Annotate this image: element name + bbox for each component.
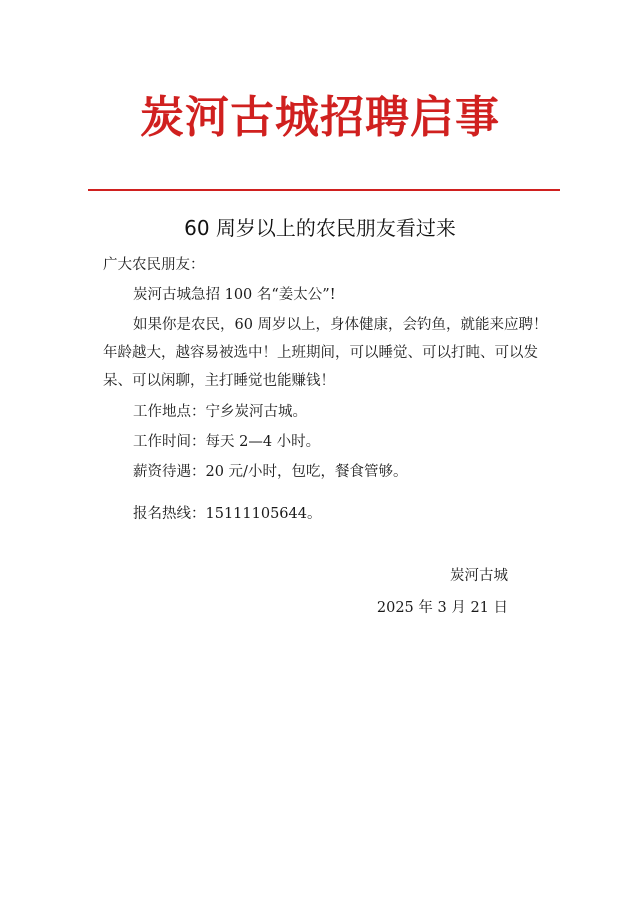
red-divider-rule bbox=[88, 189, 560, 191]
paragraph-requirements: 如果你是农民，60 周岁以上，身体健康，会钓鱼，就能来应聘！年龄越大，越容易被选中！上班期间，可以睡觉、可以打盹、可以发呆、可以闲聊，主打睡觉也能赚钱！ bbox=[103, 317, 548, 389]
signature-organization: 炭河古城 bbox=[450, 568, 508, 584]
detail-work-place: 工作地点：宁乡炭河古城。 bbox=[133, 404, 307, 420]
paragraph-intro: 炭河古城急招 100 名“姜太公”! bbox=[133, 287, 336, 303]
notice-headline: 炭河古城招聘启事 bbox=[140, 92, 500, 143]
signature-date: 2025 年 3 月 21 日 bbox=[376, 600, 508, 616]
detail-work-hours: 工作时间：每天 2—4 小时。 bbox=[133, 434, 321, 450]
detail-hotline: 报名热线：15111105644。 bbox=[133, 506, 322, 522]
salutation: 广大农民朋友： bbox=[103, 257, 205, 273]
detail-salary: 薪资待遇：20 元/小时，包吃，餐食管够。 bbox=[133, 464, 408, 480]
notice-subtitle: 60 周岁以上的农民朋友看过来 bbox=[184, 216, 456, 240]
